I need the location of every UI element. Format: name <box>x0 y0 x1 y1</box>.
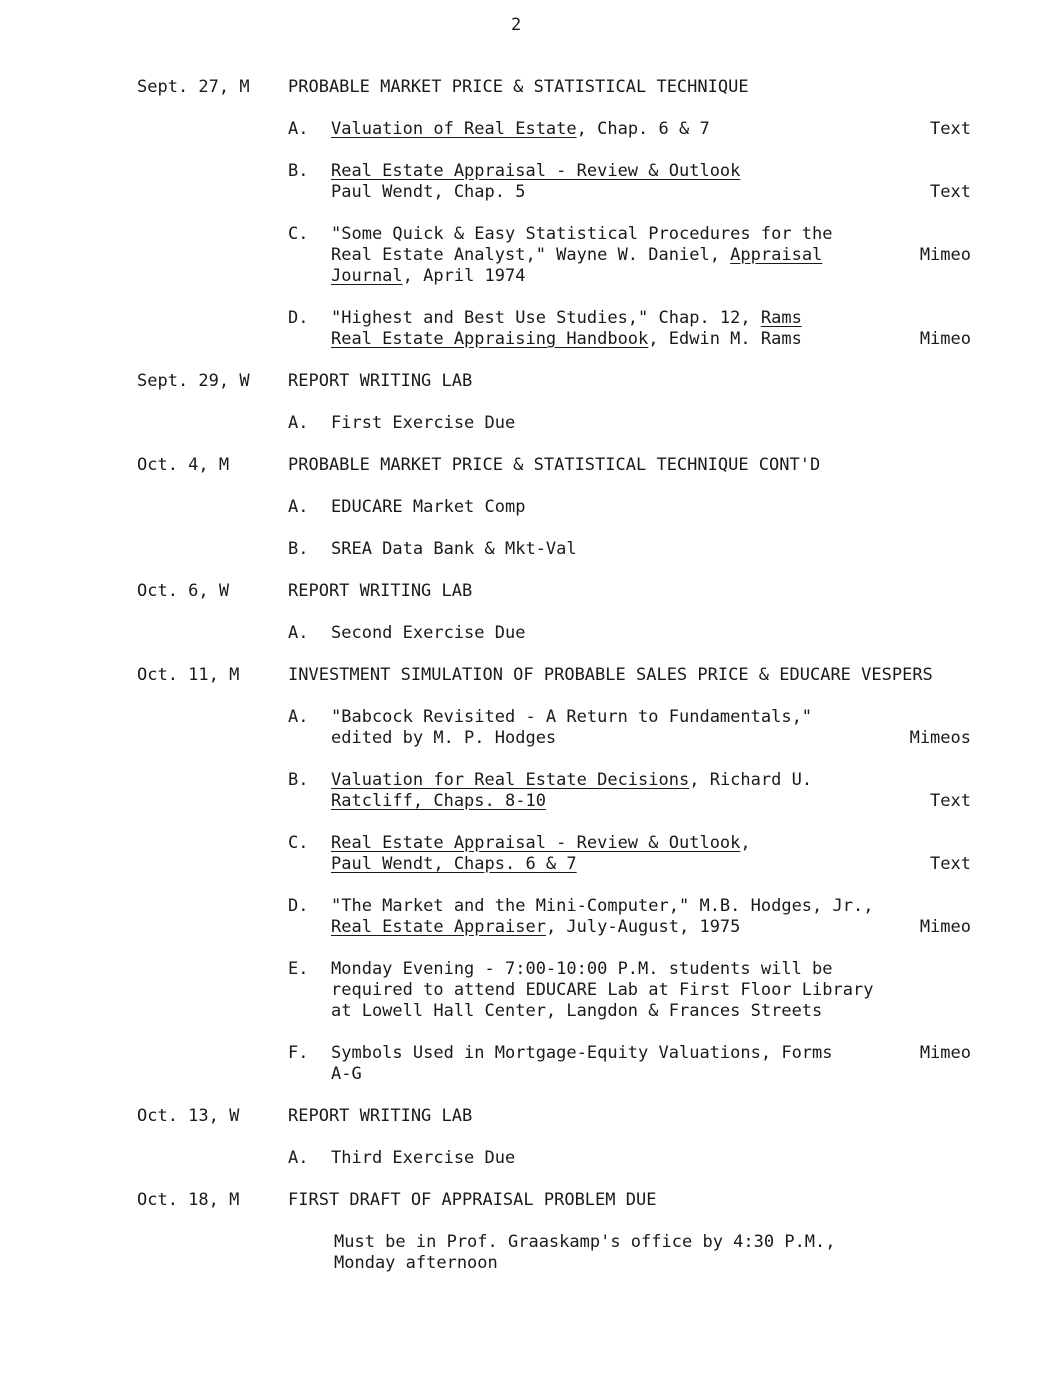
list-item <box>288 224 1061 287</box>
item-text <box>331 413 871 434</box>
list-item <box>288 896 1061 938</box>
item-text <box>331 707 871 749</box>
item-line <box>331 1064 871 1085</box>
item-letter: A. <box>288 623 309 643</box>
session-topic: PROBABLE MARKET PRICE & STATISTICAL TECHNIQUE <box>288 77 749 97</box>
session-date: Sept. 29, W <box>137 371 250 391</box>
item-letter: A. <box>288 413 309 433</box>
page-number: 2 <box>511 15 522 35</box>
note-line: Monday afternoon <box>334 1253 498 1273</box>
text-segment: , <box>740 833 751 853</box>
item-line <box>331 161 871 182</box>
item-letter: A. <box>288 707 309 727</box>
item-text <box>331 770 871 812</box>
item-text <box>331 1043 871 1085</box>
item-text <box>331 119 871 140</box>
session <box>0 665 1061 1085</box>
item-text <box>331 1148 871 1169</box>
text-segment: First Exercise Due <box>331 413 516 433</box>
text-segment: Symbols Used in Mortgage-Equity Valuations, Forms <box>331 1043 833 1063</box>
text-segment: Second Exercise Due <box>331 623 526 643</box>
item-line <box>331 791 871 812</box>
list-item <box>288 833 1061 875</box>
item-line <box>331 728 871 749</box>
deadline-note <box>334 1232 1061 1274</box>
item-letter: F. <box>288 1043 309 1063</box>
item-line <box>331 623 871 644</box>
list-item <box>288 308 1061 350</box>
item-line <box>331 539 871 560</box>
list-item <box>288 413 1061 434</box>
text-segment: required to attend EDUCARE Lab at First Floor Library <box>331 980 874 1000</box>
session-date: Sept. 27, M <box>137 77 250 97</box>
item-text <box>331 833 871 875</box>
material-type: Mimeo <box>919 917 971 937</box>
underlined-title: Journal <box>331 266 403 286</box>
text-segment: Third Exercise Due <box>331 1148 516 1168</box>
item-line <box>331 245 871 266</box>
underlined-title: Valuation of Real Estate <box>331 119 577 139</box>
session-topic: REPORT WRITING LAB <box>288 1106 473 1126</box>
text-segment: , Chap. 6 & 7 <box>576 119 710 139</box>
session <box>0 1106 1061 1169</box>
item-line <box>331 119 871 140</box>
text-segment: edited by M. P. Hodges <box>331 728 557 748</box>
item-line <box>331 980 874 1001</box>
item-text <box>331 959 874 1022</box>
text-segment: "Some Quick & Easy Statistical Procedures for the <box>331 224 833 244</box>
item-letter: E. <box>288 959 309 979</box>
list-item <box>288 1148 1061 1169</box>
list-item <box>288 770 1061 812</box>
list-item <box>288 497 1061 518</box>
underlined-title: Real Estate Appraiser <box>331 917 546 937</box>
material-type: Text <box>930 182 971 202</box>
material-type: Text <box>930 791 971 811</box>
note-line: Must be in Prof. Graaskamp's office by 4:30 P.M., <box>334 1232 836 1252</box>
item-letter: D. <box>288 896 309 916</box>
material-type: Text <box>930 854 971 874</box>
session <box>0 1190 1061 1274</box>
session-date: Oct. 6, W <box>137 581 230 601</box>
session-date: Oct. 18, M <box>137 1190 240 1210</box>
underlined-title: Paul Wendt, Chaps. 6 & 7 <box>331 854 577 874</box>
item-text <box>331 224 871 287</box>
item-line <box>331 1043 871 1064</box>
text-segment: at Lowell Hall Center, Langdon & Frances Streets <box>331 1001 823 1021</box>
item-letter: B. <box>288 539 309 559</box>
item-line <box>331 833 871 854</box>
item-line <box>331 707 871 728</box>
session-topic: PROBABLE MARKET PRICE & STATISTICAL TECHNIQUE CONT'D <box>288 455 821 475</box>
text-segment: "The Market and the Mini-Computer," M.B. Hodges, Jr., <box>331 896 874 916</box>
item-line <box>331 266 871 287</box>
underlined-title: Appraisal <box>730 245 823 265</box>
list-item <box>288 161 1061 203</box>
item-text <box>331 161 871 203</box>
session-topic: REPORT WRITING LAB <box>288 581 473 601</box>
reading-list <box>288 497 1061 560</box>
reading-list <box>288 413 1061 434</box>
text-segment: EDUCARE Market Comp <box>331 497 526 517</box>
item-line <box>331 917 871 938</box>
text-segment: Monday Evening - 7:00-10:00 P.M. students will be <box>331 959 833 979</box>
session-date: Oct. 4, M <box>137 455 230 475</box>
text-segment: Real Estate Analyst," Wayne W. Daniel, <box>331 245 731 265</box>
session-topic: INVESTMENT SIMULATION OF PROBABLE SALES PRICE & EDUCARE VESPERS <box>288 665 933 685</box>
item-line <box>331 854 871 875</box>
material-type: Mimeos <box>909 728 971 748</box>
item-letter: B. <box>288 161 309 181</box>
item-text <box>331 623 871 644</box>
material-type: Mimeo <box>919 245 971 265</box>
item-letter: C. <box>288 833 309 853</box>
item-text <box>331 539 871 560</box>
session-date: Oct. 13, W <box>137 1106 240 1126</box>
session-topic: FIRST DRAFT OF APPRAISAL PROBLEM DUE <box>288 1190 657 1210</box>
item-line <box>331 896 874 917</box>
text-segment: Paul Wendt, Chap. 5 <box>331 182 526 202</box>
list-item <box>288 539 1061 560</box>
item-line <box>331 224 871 245</box>
list-item <box>288 1043 1061 1085</box>
session-topic: REPORT WRITING LAB <box>288 371 473 391</box>
underlined-title: Real Estate Appraisal - Review & Outlook <box>331 833 741 853</box>
material-type: Text <box>930 119 971 139</box>
item-line <box>331 182 871 203</box>
material-type: Mimeo <box>919 329 971 349</box>
text-segment: "Babcock Revisited - A Return to Fundamentals," <box>331 707 813 727</box>
reading-list <box>288 1148 1061 1169</box>
item-line <box>331 770 871 791</box>
underlined-title: Ratcliff, Chaps. 8-10 <box>331 791 546 811</box>
session <box>0 455 1061 560</box>
text-segment: A-G <box>331 1064 362 1084</box>
item-text <box>331 308 871 350</box>
text-segment: SREA Data Bank & Mkt-Val <box>331 539 577 559</box>
session-date: Oct. 11, M <box>137 665 240 685</box>
text-segment: , April 1974 <box>402 266 526 286</box>
list-item <box>288 623 1061 644</box>
list-item <box>288 119 1061 140</box>
reading-list <box>288 707 1061 1085</box>
item-letter: A. <box>288 119 309 139</box>
session <box>0 77 1061 350</box>
text-segment: , Richard U. <box>689 770 813 790</box>
text-segment: , Edwin M. Rams <box>648 329 802 349</box>
text-segment: "Highest and Best Use Studies," Chap. 12, <box>331 308 761 328</box>
list-item <box>288 707 1061 749</box>
item-line <box>331 497 871 518</box>
item-line <box>331 1148 871 1169</box>
underlined-title: Real Estate Appraisal - Review & Outlook <box>331 161 741 181</box>
item-line <box>331 329 871 350</box>
item-line <box>331 413 871 434</box>
item-line <box>331 308 871 329</box>
underlined-title: Real Estate Appraising Handbook <box>331 329 649 349</box>
item-line <box>331 959 871 980</box>
reading-list <box>288 623 1061 644</box>
underlined-title: Rams <box>760 308 802 328</box>
reading-list <box>288 119 1061 350</box>
underlined-title: Valuation for Real Estate Decisions <box>331 770 690 790</box>
material-type: Mimeo <box>919 1043 971 1063</box>
session <box>0 581 1061 644</box>
list-item <box>288 959 1061 1022</box>
course-schedule <box>0 77 1061 1274</box>
item-letter: D. <box>288 308 309 328</box>
item-line <box>331 1001 871 1022</box>
text-segment: , July-August, 1975 <box>545 917 741 937</box>
session <box>0 371 1061 434</box>
item-text <box>331 896 874 938</box>
item-letter: B. <box>288 770 309 790</box>
item-text <box>331 497 871 518</box>
item-letter: A. <box>288 497 309 517</box>
item-letter: A. <box>288 1148 309 1168</box>
item-letter: C. <box>288 224 309 244</box>
